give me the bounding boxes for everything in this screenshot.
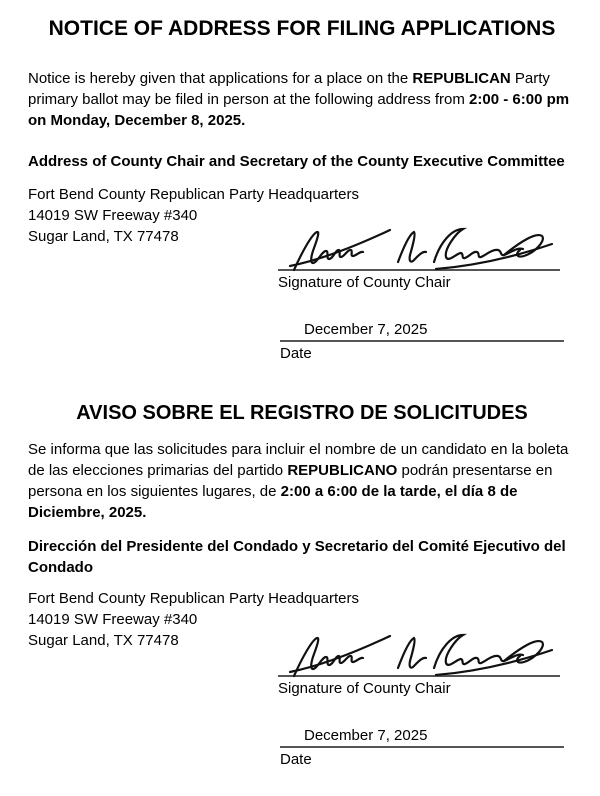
address-line: 14019 SW Freeway #340 xyxy=(28,207,198,224)
address-heading-line: Condado xyxy=(28,559,93,576)
notice-title-en: NOTICE OF ADDRESS FOR FILING APPLICATIONS xyxy=(48,17,556,40)
address-heading-line: Dirección del Presidente del Condado y Secretario del Comité Ejecutivo del xyxy=(28,538,566,555)
address-heading-en: Address of County Chair and Secretary of the County Executive Committee xyxy=(28,153,565,170)
address-heading-es xyxy=(28,536,576,578)
signature-block-en xyxy=(278,227,560,293)
paragraph-text-bold: REPUBLICAN xyxy=(412,70,511,87)
paragraph-text: Notice is hereby given that applications for a place on the xyxy=(28,70,413,87)
date-block-en xyxy=(280,319,564,364)
date-block-es xyxy=(280,725,564,770)
paragraph-text-bold: REPUBLICANO xyxy=(287,462,398,479)
signature-line xyxy=(278,633,560,677)
notice-paragraph-en xyxy=(28,68,572,131)
address-line: Fort Bend County Republican Party Headquarters xyxy=(28,186,360,203)
county-chair-signature-image xyxy=(286,224,558,276)
paragraph-text-bold: 2:00 a 6:00 de la tarde, el día 8 de Diciembre, 2025. xyxy=(28,483,518,521)
signature-line xyxy=(278,227,560,271)
paragraph-text: Se informa que las solicitudes para incluir el nombre de un candidato en la boleta de las elecciones primarias del partido xyxy=(28,441,569,479)
signature-block-es xyxy=(278,633,560,699)
date-line xyxy=(280,725,564,748)
date-label: Date xyxy=(280,345,312,362)
signature-label: Signature of County Chair xyxy=(278,680,451,697)
address-line: Fort Bend County Republican Party Headquarters xyxy=(28,590,360,607)
notice-section-spanish xyxy=(28,400,576,770)
date-value: December 7, 2025 xyxy=(304,727,428,744)
notice-document xyxy=(0,16,600,770)
paragraph-text: podrán presentarse en persona en los siguientes lugares, de xyxy=(28,462,553,500)
signature-label: Signature of County Chair xyxy=(278,274,451,291)
address-line: Sugar Land, TX 77478 xyxy=(28,228,179,245)
notice-paragraph-es xyxy=(28,439,572,523)
notice-title-es: AVISO SOBRE EL REGISTRO DE SOLICITUDES xyxy=(76,402,528,424)
county-chair-signature-image xyxy=(286,630,558,682)
paragraph-text: Party primary ballot may be filed in person at the following address from xyxy=(28,70,550,108)
address-line: Sugar Land, TX 77478 xyxy=(28,632,179,649)
notice-section-english xyxy=(28,16,576,364)
paragraph-text-bold: 2:00 - 6:00 pm on Monday, December 8, 2025. xyxy=(28,91,570,129)
address-line: 14019 SW Freeway #340 xyxy=(28,611,198,628)
date-label: Date xyxy=(280,751,312,768)
date-value: December 7, 2025 xyxy=(304,321,428,338)
date-line xyxy=(280,319,564,342)
